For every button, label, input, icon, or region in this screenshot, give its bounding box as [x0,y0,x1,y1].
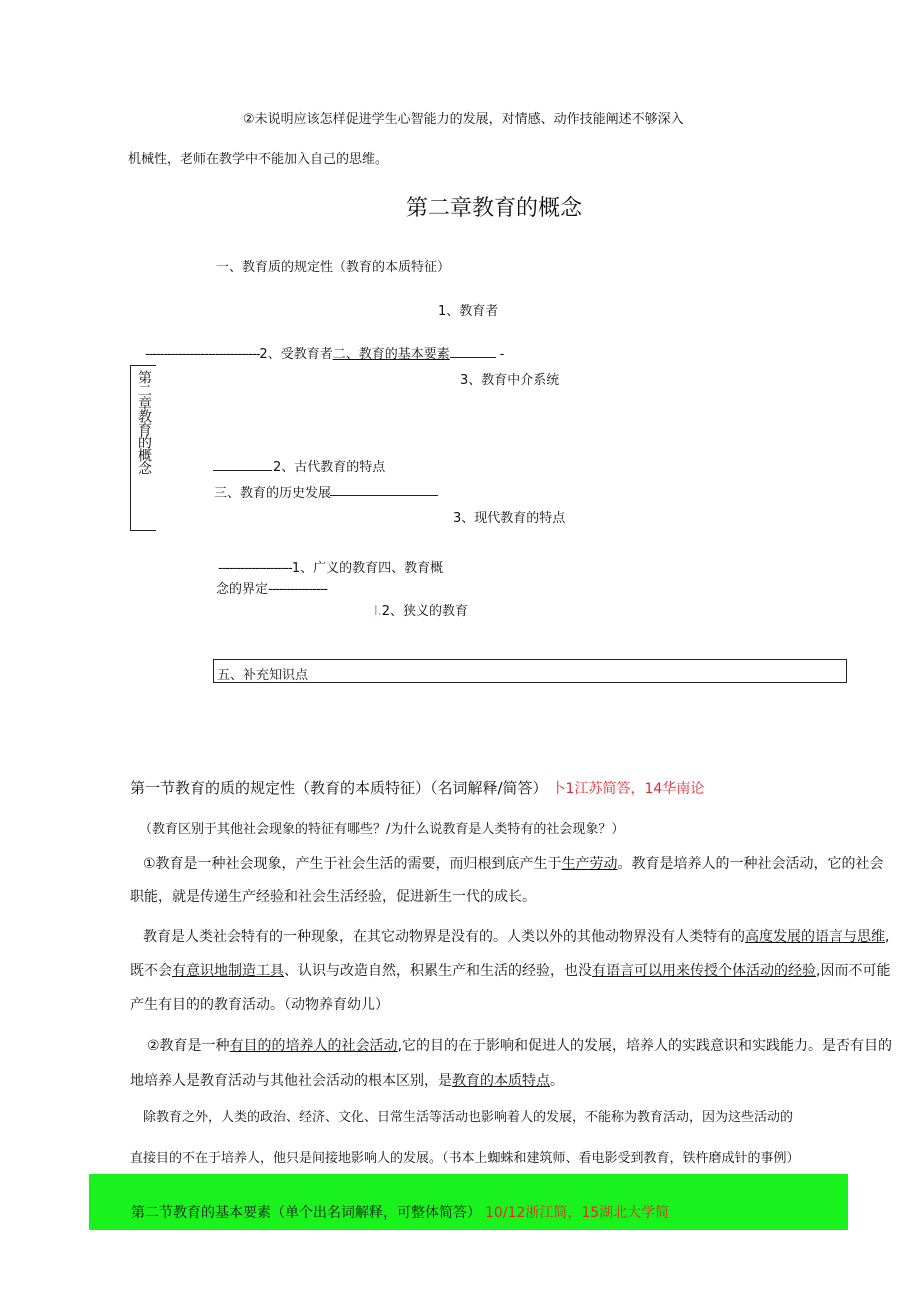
vertical-chapter-bracket [130,365,156,531]
p2-text-d: 、认识与改造自然，积累生产和生活的经验，也没 [284,963,592,979]
section1-heading: 第一节教育的质的规定性（教育的本质特征）（名词解释/简答） [130,779,548,797]
outline-element-3: 3、教育中介系统 [460,373,560,388]
history-item-2: 2、古代教育的特点 [273,460,386,475]
section1-p2-line1 [143,926,889,946]
section1-p3-line2 [130,1070,564,1090]
section2-heading: 第二节教育的基本要素（单个出名词解释，可整体简答） [131,1205,481,1221]
section1-p1-line1 [143,853,884,873]
section2-highlight [89,1174,848,1230]
p1-underline-1: 生产劳动 [561,856,618,872]
p3-text-a: ②教育是一种 [147,1038,230,1054]
outline-section-2: 二、教育的基本要素 [332,347,450,362]
definition-item-1: 1、广义的教育 [291,561,379,576]
vertical-chapter-label: 第二章教育的概念 [136,370,152,474]
section1-p1-line2: 职能，就是传递生产经验和社会生活经验，促进新生一代的成长。 [130,889,536,905]
p2-text-c: 既不会 [130,963,172,979]
outline-section-4b: 念的界定 [216,582,269,597]
p2-text-e: ,因而不可能 [816,963,891,979]
outline-element-1: 1、教育者 [438,304,499,319]
section1-p4-line2: 直接目的不在于培养人，他只是间接地影响人的发展。（书本上蜘蛛和建筑师、看电影受到教育，铁杵磨成针的事例） [130,1151,800,1166]
definition-row-2 [216,578,327,597]
p3-underline-1: 有目的的培养人的社会活动 [229,1038,398,1054]
p3-text-b: ,它的目的在于影响和促进人的发展，培养人的实践意识和实践能力。是否有目的 [397,1038,893,1054]
section1-p4-line1: 除教育之外，人类的政治、经济、文化、日常生活等活动也影响着人的发展，不能称为教育活动，因为这些活动的 [143,1110,794,1125]
p1-text-b: 。教育是培养人的一种社会活动，它的社会 [617,856,884,872]
section1-question: （教育区别于其他社会现象的特征有哪些？/为什么说教育是人类特有的社会现象？） [139,822,625,837]
history-underline-2 [330,495,438,496]
section1-p2-line3: 产生有目的的教育活动。（动物养育幼儿） [130,997,389,1013]
outline-section-3: 三、教育的历史发展 [214,486,332,501]
section1-p3-line1 [147,1035,892,1055]
outline-element-2: 2、受教育者 [259,347,333,362]
definition-item-2: 2、狭义的教育 [381,604,469,619]
chapter-title: 第二章教育的概念 [406,196,583,221]
p3-underline-2: 教育的本质特点 [452,1073,550,1089]
supplement-box [213,659,847,683]
section2-heading-row [131,1202,669,1222]
section1-p2-line2 [130,960,890,980]
p2-underline-3: 有语言可以用来传授个体活动的经验 [592,963,816,979]
history-item-3: 3、现代教育的特点 [453,511,566,526]
section2-heading-note: 10/12浙江简，15湖北大学简 [485,1205,670,1221]
section1-heading-note: 卜1江苏简答，14华南论 [551,781,705,797]
intro-line-1: ②未说明应该怎样促进学生心智能力的发展，对情感、动作技能阐述不够深入 [243,112,684,127]
definition-dashes-2: ---------------- [268,582,328,597]
history-underline-1 [213,470,272,471]
definition-marker: l. [374,604,382,619]
outline-section-1: 一、教育质的规定性（教育的本质特征） [216,260,451,275]
p1-text-a: ①教育是一种社会现象，产生于社会生活的需要，而归根到底产生于 [143,856,562,872]
p2-underline-2: 有意识地制造工具 [172,963,284,979]
outline-tail-dash: - [499,347,505,362]
definition-row [218,557,443,576]
p2-text-b: , [885,929,890,945]
outline-element-row [145,343,504,362]
p3-text-c: 地培养人是教育活动与其他社会活动的根本区别，是 [130,1073,452,1089]
p2-underline-1: 高度发展的语言与思维 [745,929,885,945]
intro-line-2: 机械性，老师在教学中不能加入自己的思维。 [128,152,389,167]
outline-section-5: 五、补充知识点 [217,668,309,683]
p3-text-d: 。 [550,1073,564,1089]
outline-dashes: ------------------------------- [145,347,260,362]
p2-text-a: 教育是人类社会特有的一种现象，在其它动物界是没有的。人类以外的其他动物界没有人类特有的 [143,929,745,945]
definition-dashes: -------------------- [218,561,292,576]
section1-heading-row [130,777,704,798]
outline-section-4a: 四、教育概 [378,561,444,576]
outline-underline-space [450,345,496,358]
definition-item-2-row [374,600,468,619]
